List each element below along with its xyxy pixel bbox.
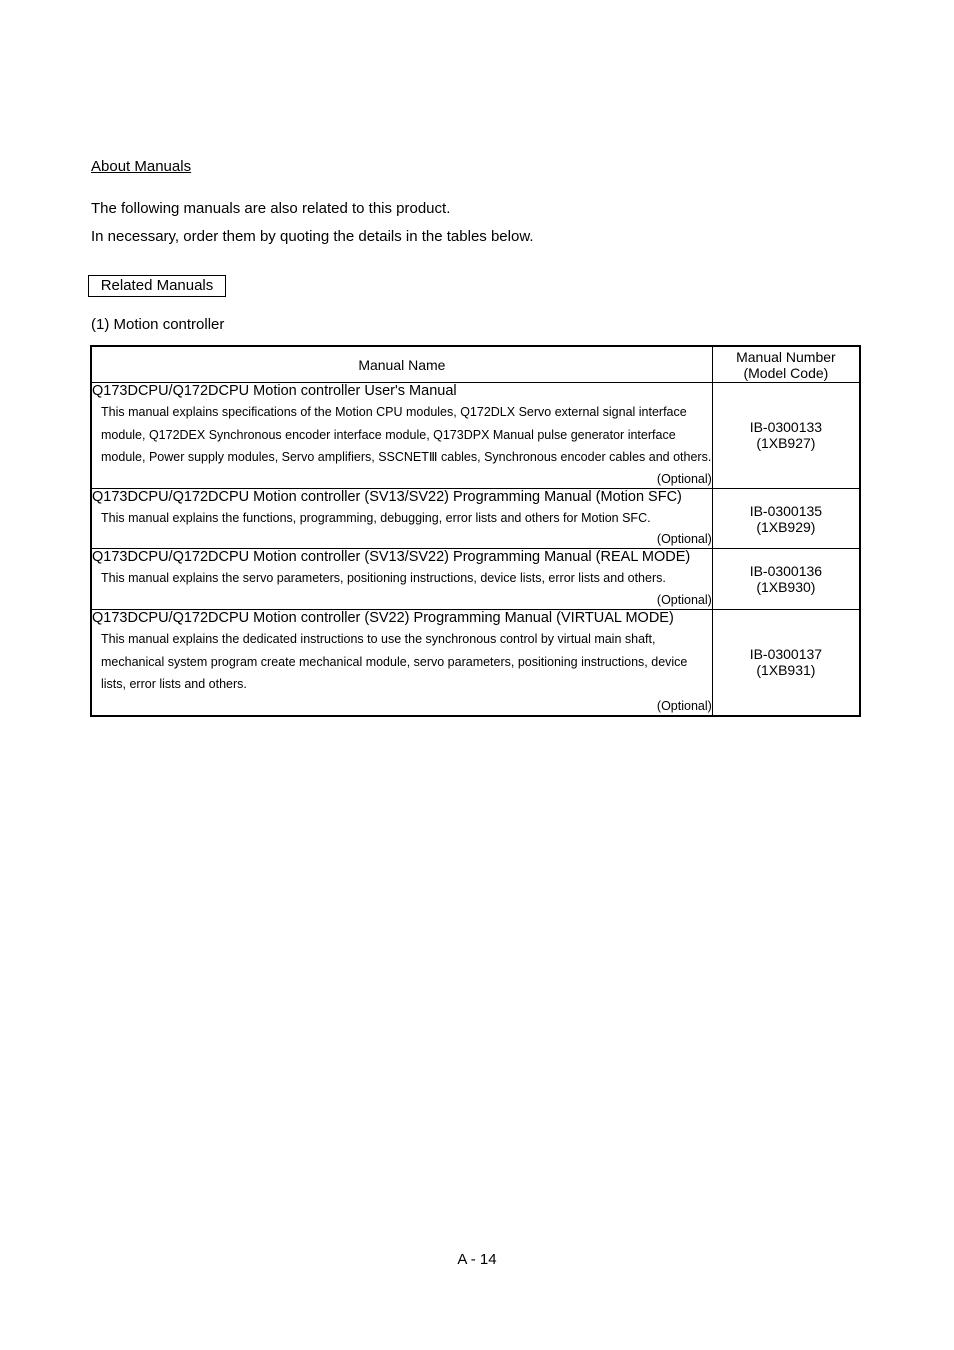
manual-title: Q173DCPU/Q172DCPU Motion controller (SV22) Programming Manual (VIRTUAL MODE): [92, 609, 674, 626]
manual-description: This manual explains the functions, programming, debugging, error lists and others for Motion SFC.: [101, 510, 651, 525]
manual-name-cell: [91, 549, 712, 610]
manual-number-cell: [712, 488, 860, 549]
manual-title: Q173DCPU/Q172DCPU Motion controller (SV13/SV22) Programming Manual (Motion SFC): [92, 488, 682, 505]
manual-number-cell: [712, 383, 860, 489]
manual-description: This manual explains specifications of the Motion CPU modules, Q172DLX Servo external signal interface module, Q172DEX Synchronous encoder interface module, Q173DPX Manual pulse generator interface module, Power supply modules, Servo amplifiers, SSCNETⅢ cables, Synchronous encoder cables and others.: [101, 405, 712, 465]
manual-number-cell: [712, 549, 860, 610]
table-row: [91, 488, 860, 549]
intro-line-1: The following manuals are also related to this product.: [91, 200, 451, 217]
manual-description: This manual explains the servo parameters, positioning instructions, device lists, error lists and others.: [101, 571, 666, 586]
manual-number-cell: [712, 609, 860, 715]
subsection-title: (1) Motion controller: [91, 316, 225, 333]
optional-note: (Optional): [656, 471, 712, 486]
manual-title: Q173DCPU/Q172DCPU Motion controller (SV13/SV22) Programming Manual (REAL MODE): [92, 549, 691, 566]
table-row: [91, 609, 860, 715]
manual-name-cell: [91, 609, 712, 715]
manual-name-cell: [91, 488, 712, 549]
manual-description: This manual explains the dedicated instructions to use the synchronous control by virtual main shaft, mechanical system program create mechanical module, servo parameters, positioning instructions, device lists, error lists and others.: [101, 631, 688, 692]
manual-number-header: Manual Number: [736, 348, 836, 365]
table-row: [91, 549, 860, 610]
manuals-table: [90, 345, 861, 717]
manual-number: IB-0300133: [749, 419, 823, 436]
manual-title: Q173DCPU/Q172DCPU Motion controller User's Manual: [92, 383, 457, 399]
model-code: (1XB927): [756, 435, 816, 452]
manual-number: IB-0300135: [749, 502, 823, 519]
model-code: (1XB930): [756, 579, 816, 596]
optional-note: (Optional): [656, 698, 712, 713]
related-manuals-label: Related Manuals: [88, 275, 226, 297]
table-row: [91, 383, 860, 489]
intro-line-2: In necessary, order them by quoting the details in the tables below.: [91, 228, 534, 245]
column-header-manual-name: Manual Name: [91, 346, 712, 383]
optional-note: (Optional): [656, 592, 712, 607]
column-header-manual-number: [712, 346, 860, 383]
table-header-row: [91, 346, 860, 383]
manual-number: IB-0300136: [749, 563, 823, 580]
model-code-header: (Model Code): [743, 364, 829, 381]
model-code: (1XB931): [756, 662, 816, 679]
manual-name-cell: [91, 383, 712, 489]
optional-note: (Optional): [656, 532, 712, 547]
page-number: A - 14: [457, 1251, 497, 1268]
manual-number: IB-0300137: [749, 646, 823, 663]
model-code: (1XB929): [756, 518, 816, 535]
section-heading: About Manuals: [91, 158, 192, 175]
